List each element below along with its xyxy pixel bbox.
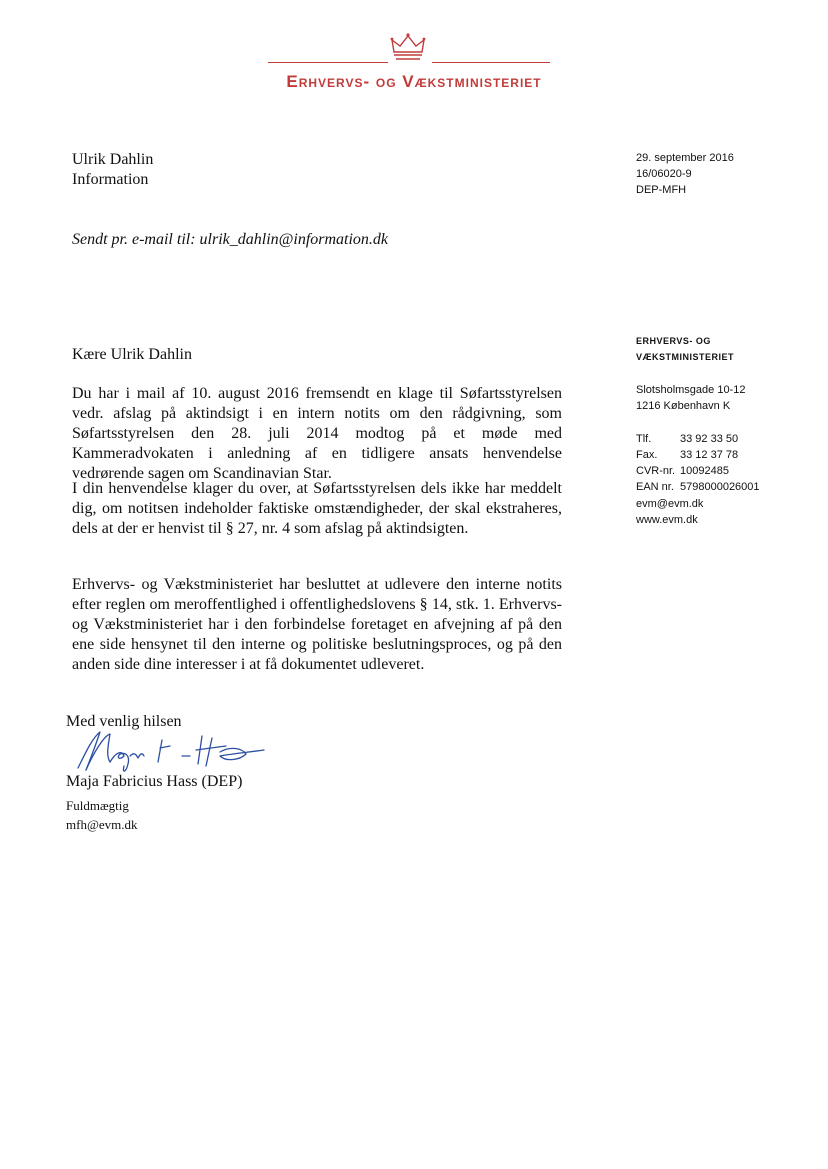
fax-label: Fax. <box>636 449 658 461</box>
sidebar-city: 1216 København K <box>636 400 731 412</box>
handwritten-signature <box>70 726 270 778</box>
body-paragraph: I din henvendelse klager du over, at Søfartsstyrelsen dels ikke har meddelt dig, om notitsen indeholder faktiske omstændigheder, der skal ekstraheres, dels at der er henvist til § 27, nr. 4 som afslag på aktindsigten. <box>72 480 562 537</box>
crown-logo-icon <box>388 32 428 62</box>
signer-name: Maja Fabricius Hass (DEP) <box>66 773 243 790</box>
fax-value: 33 12 37 78 <box>680 449 739 461</box>
closing-greeting: Med venlig hilsen <box>66 713 182 730</box>
sidebar-ean-row <box>636 479 760 495</box>
body-paragraph: Erhvervs- og Vækstministeriet har besluttet at udlevere den interne notits efter reglen om meroffentlighed i offentlighedslovens § 14, stk. 1. Erhvervs- og Vækstministeriet har i den forbindelse foretaget en afvejning af på den ene side hensynet til den interne og politiske beslutningsproces, og på den anden side dine interesser i at få dokumentet udleveret. <box>72 576 562 673</box>
case-number: 16/06020-9 <box>636 168 692 180</box>
sidebar-website: www.evm.dk <box>636 514 698 526</box>
phone-label: Tlf. <box>636 433 652 445</box>
recipient-name: Ulrik Dahlin <box>72 151 154 168</box>
sidebar-cvr-row <box>636 463 729 479</box>
cvr-label: CVR-nr. <box>636 465 676 477</box>
ean-value: 5798000026001 <box>680 481 760 493</box>
salutation: Kære Ulrik Dahlin <box>72 346 192 363</box>
sidebar-ministry-name-line1: ERHVERVS- OG <box>636 336 711 346</box>
ministry-logo-text: Erhvervs- og Vækstministeriet <box>286 72 542 91</box>
signer-email: mfh@evm.dk <box>66 817 138 832</box>
letterhead-rule-left <box>268 62 388 63</box>
sidebar-street: Slotsholmsgade 10-12 <box>636 384 746 396</box>
ean-label: EAN nr. <box>636 481 674 493</box>
sidebar-email: evm@evm.dk <box>636 498 704 510</box>
body-paragraph: Du har i mail af 10. august 2016 fremsendt en klage til Søfartsstyrelsen vedr. afslag på aktindsigt i en intern notits om den rådgivning, som Søfartsstyrelsen den 28. juli 2014 modtog på et møde med Kammeradvokaten i anledning af en tidligere ansats henvendelse vedrørende sagen om Scandinavian Star. <box>72 385 562 482</box>
letter-date: 29. september 2016 <box>636 152 734 164</box>
sidebar-fax-row <box>636 447 738 463</box>
recipient-department: Information <box>72 171 149 188</box>
signer-title: Fuldmægtig <box>66 798 129 813</box>
phone-value: 33 92 33 50 <box>680 433 739 445</box>
sidebar-phone-row <box>636 431 738 447</box>
sent-by-email-line: Sendt pr. e-mail til: ulrik_dahlin@information.dk <box>72 231 389 248</box>
letterhead-rule-right <box>432 62 550 63</box>
cvr-value: 10092485 <box>680 465 729 477</box>
department-code: DEP-MFH <box>636 184 687 196</box>
sidebar-ministry-name-line2: VÆKSTMINISTERIET <box>636 352 735 362</box>
